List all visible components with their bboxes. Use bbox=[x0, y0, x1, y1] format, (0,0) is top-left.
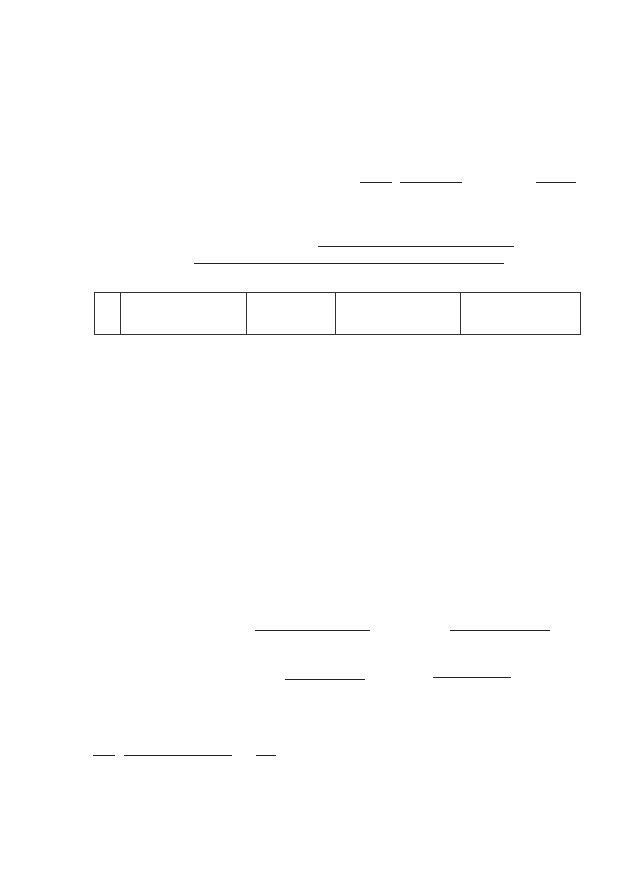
accountant-signature-line[interactable] bbox=[285, 679, 365, 680]
stamp-label bbox=[89, 712, 93, 730]
header-cell-doc-name bbox=[246, 293, 336, 335]
head-signature-line[interactable] bbox=[255, 630, 370, 631]
sign-month-field[interactable] bbox=[124, 755, 232, 756]
producer-field[interactable] bbox=[194, 263, 504, 264]
sign-year-field[interactable] bbox=[256, 755, 276, 756]
header-cell-crop bbox=[120, 293, 246, 335]
header-cell-doc-number bbox=[336, 293, 461, 335]
header-cell-quantity bbox=[461, 293, 581, 335]
head-fio-line[interactable] bbox=[450, 630, 550, 631]
period-field[interactable] bbox=[318, 246, 514, 247]
table-header-row bbox=[95, 293, 581, 335]
header-cell-num bbox=[95, 293, 121, 335]
registry-table bbox=[94, 292, 581, 335]
accountant-fio-line[interactable] bbox=[433, 677, 511, 678]
sign-day-field[interactable] bbox=[93, 755, 115, 756]
